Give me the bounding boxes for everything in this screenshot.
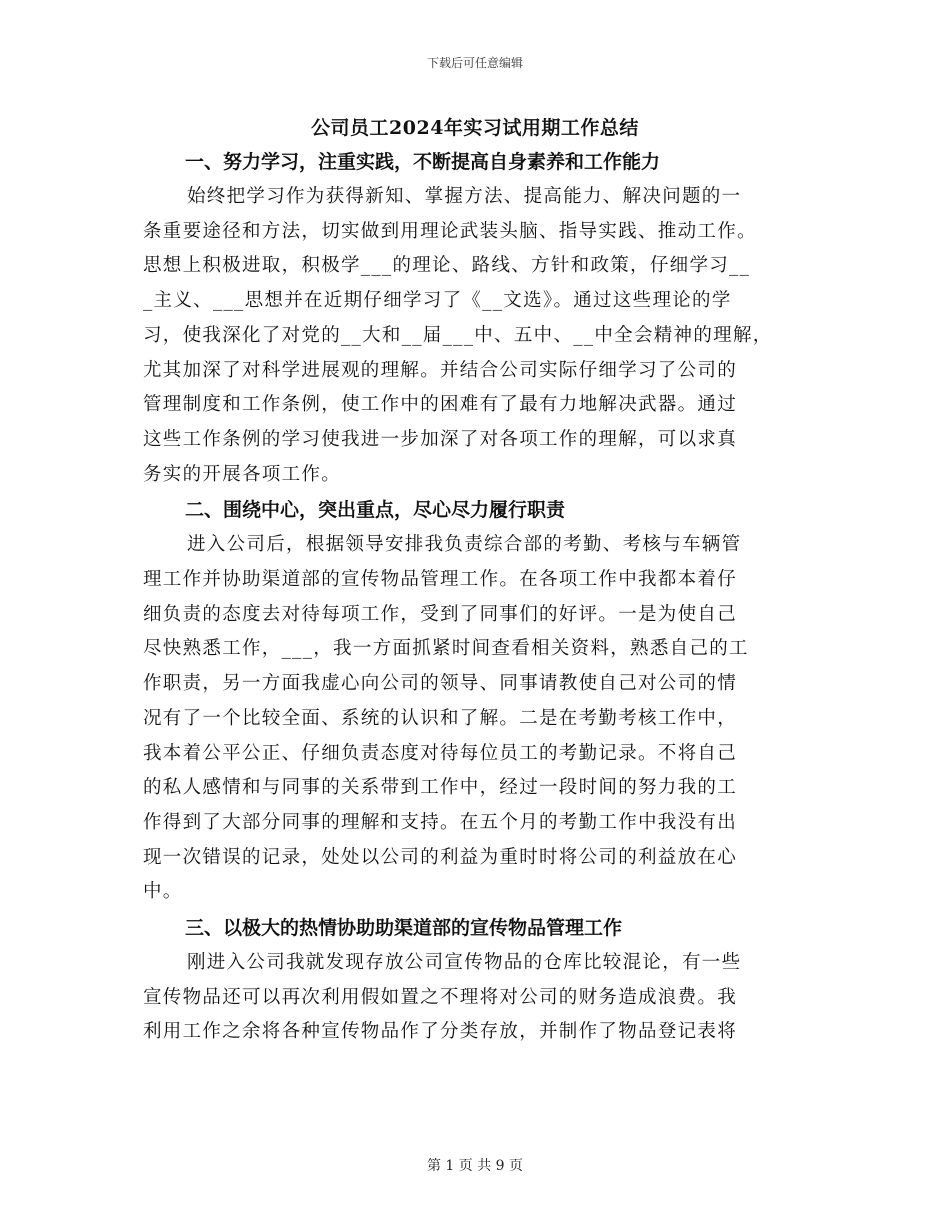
paragraph-line: 我本着公平公正、仔细负责态度对待每位员工的考勤记录。不将自己 [143, 742, 738, 764]
paragraph-line: 始终把学习作为获得新知、掌握方法、提高能力、解决问题的一 [187, 186, 742, 207]
paragraph-line: 中。 [143, 881, 183, 903]
section-heading: 一、努力学习，注重实践，不断提高自身素养和工作能力 [185, 151, 661, 173]
paragraph-line: 进入公司后，根据领导安排我负责综合部的考勤、考核与车辆管 [187, 534, 742, 556]
section-3 [143, 910, 808, 1050]
paragraph-line: 尽快熟悉工作，___，我一方面抓紧时间查看相关资料，熟悉自己的工 [143, 638, 749, 660]
header-note: 下载后可任意编辑 [426, 56, 523, 70]
section-heading: 三、以极大的热情协助助渠道部的宣传物品管理工作 [185, 917, 623, 940]
section-heading: 二、围绕中心，突出重点，尽心尽力履行职责 [185, 499, 566, 522]
document-title: 公司员工2024年实习试用期工作总结 [311, 117, 639, 139]
page-number: 第 1 页 共 9 页 [426, 1158, 524, 1174]
section-1 [143, 144, 808, 492]
paragraph-line: 管理制度和工作条例，使工作中的困难有了最有力地解决武器。通过 [143, 394, 738, 416]
paragraph-line: 刚进入公司我就发现存放公司宣传物品的仓库比较混论，有一些 [187, 952, 742, 974]
paragraph-line: _主义、___思想并在近期仔细学习了《__文选》。通过这些理论的学 [143, 290, 732, 312]
paragraph-line: 尤其加深了对科学进展观的理解。并结合公司实际仔细学习了公司的 [143, 359, 738, 381]
paragraph-line: 条重要途径和方法，切实做到用理论武装头脑、指导实践、推动工作。 [143, 220, 757, 242]
paragraph-line: 理工作并协助渠道部的宣传物品管理工作。在各项工作中我都本着仔 [143, 569, 738, 591]
paragraph-line: 思想上积极进取，积极学___的理论、路线、方针和政策，仔细学习__ [143, 255, 751, 277]
paragraph-line: 利用工作之余将各种宣传物品作了分类存放，并制作了物品登记表将 [143, 1021, 738, 1043]
paragraph-line: 的私人感情和与同事的关系带到工作中，经过一段时间的努力我的工 [143, 777, 738, 799]
section-2 [143, 492, 808, 910]
paragraph-line: 况有了一个比较全面、系统的认识和了解。二是在考勤考核工作中， [143, 707, 738, 729]
paragraph-line: 务实的开展各项工作。 [143, 463, 342, 485]
document-body [143, 144, 808, 1050]
paragraph-line: 现一次错误的记录，处处以公司的利益为重时时将公司的利益放在心 [143, 846, 738, 868]
paragraph-line: 这些工作条例的学习使我进一步加深了对各项工作的理解，可以求真 [143, 428, 738, 450]
paragraph-line: 作职责，另一方面我虚心向公司的领导、同事请教使自己对公司的情 [143, 673, 738, 695]
paragraph-line: 宣传物品还可以再次利用假如置之不理将对公司的财务造成浪费。我 [143, 986, 738, 1008]
paragraph-line: 习，使我深化了对党的__大和__届___中、五中、__中全会精神的理解， [143, 324, 773, 346]
paragraph-line: 作得到了大部分同事的理解和支持。在五个月的考勤工作中我没有出 [143, 811, 738, 833]
paragraph-line: 细负责的态度去对待每项工作，受到了同事们的好评。一是为使自己 [143, 603, 738, 625]
